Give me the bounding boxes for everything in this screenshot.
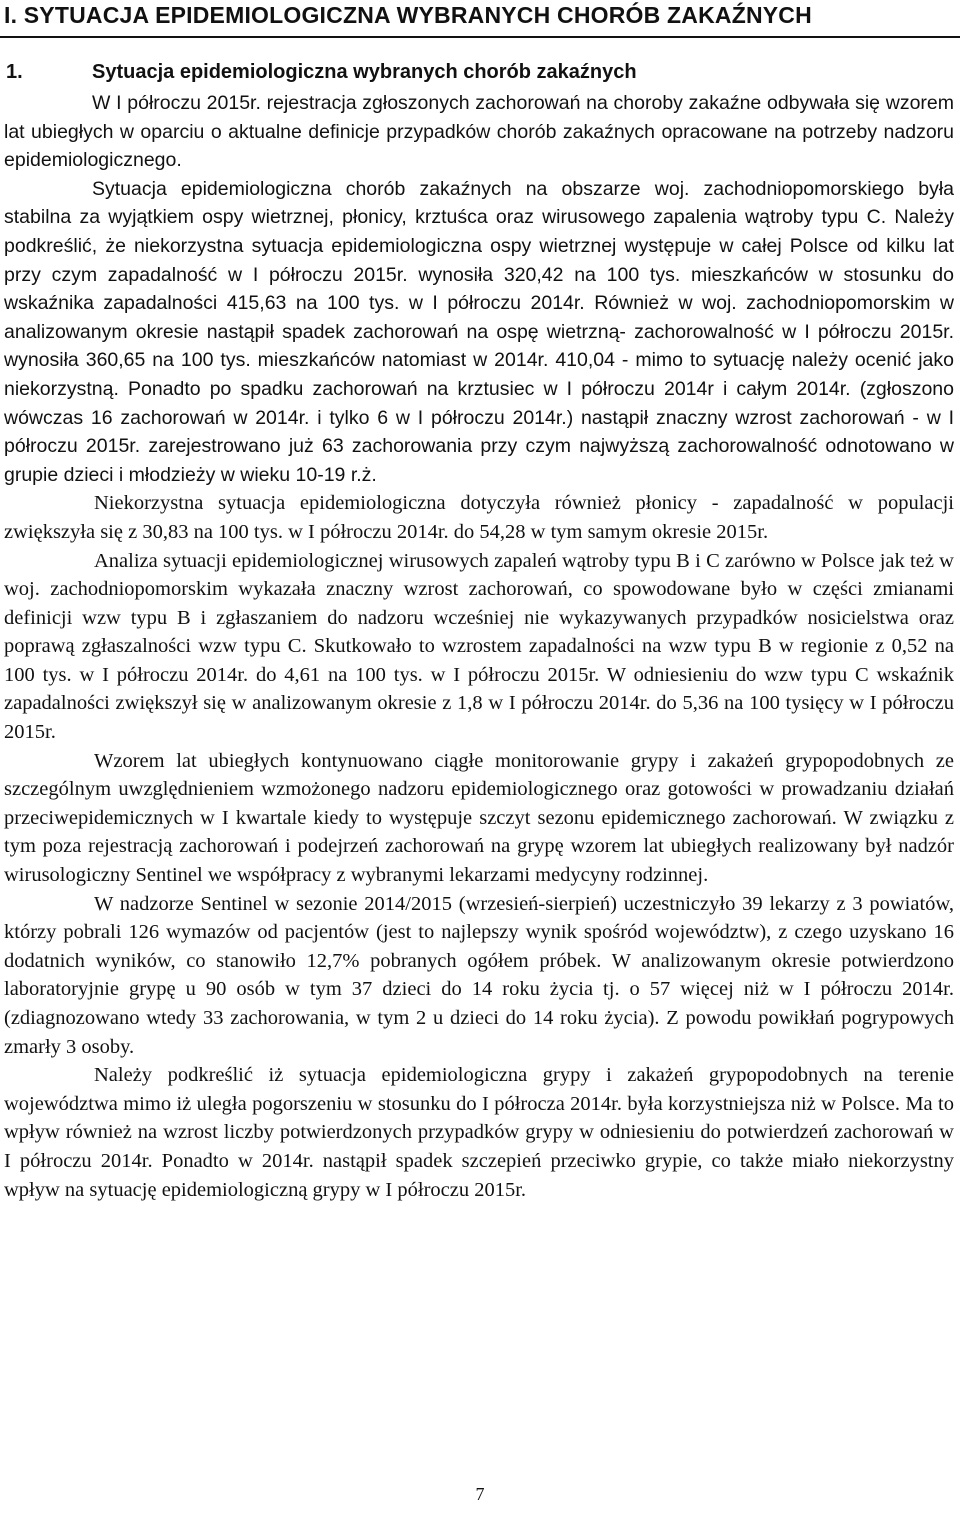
paragraph-3: Niekorzystna sytuacja epidemiologiczna dotyczyła również płonicy - zapadalność w populacji zwiększyła się z 30,83 na 100 tys. w I półroczu 2014r. do 54,28 w tym samym okresie 2015r. [4,492,954,543]
page-number: 7 [475,1484,485,1504]
paragraph-7: Należy podkreślić iż sytuacja epidemiologiczna grypy i zakażeń grypopodobnych na terenie województwa mimo iż uległa pogorszeniu w stosunku do I półrocza 2014r. była korzystniejsza niż w Polsce. Ma to wpływ również na wzrost liczby potwierdzonych przypadków grypy w odniesieniu do potwierdzeń zachorowań w I półroczu 2014r. Ponadto w 2014r. nastąpił spadek szczepień przeciwko grypie, co także miało niekorzystny wpływ na sytuację epidemiologiczną grypy w I półroczu 2015r. [4,1064,954,1201]
document-body [4,89,954,1204]
paragraph-4: Analiza sytuacji epidemiologicznej wirusowych zapaleń wątroby typu B i C zarówno w Polsce jak też w woj. zachodniopomorskim wykazała znaczny wzrost zachorowań, co spowodowane było w części zmianami definicji wzw typu B i zgłaszaniem do nadzoru wcześniej nie wykazywanych przypadków nosicielstwa oraz poprawą zgłaszalności wzw typu C. Skutkowało to wzrostem zapadalności na wzw typu B w regionie z 0,52 na 100 tys. w I półroczu 2014r. do 4,61 na 100 tys. w I półroczu 2015r. W odniesieniu do wzw typu C wskaźnik zapadalności zwiększył się w analizowanym okresie z 1,8 w I półroczu 2014r. do 5,36 na 100 tysięcy w I półroczu 2015r. [4,549,954,744]
section-title [6,61,637,84]
section-title-text: Sytuacja epidemiologiczna wybranych chorób zakaźnych [92,61,637,83]
paragraph-5: Wzorem lat ubiegłych kontynuowano ciągłe monitorowanie grypy i zakażeń grypopodobnych ze szczególnym uwzględnieniem wzmożonego nadzoru epidemiologicznego oraz gotowości w prowadzaniu działań przeciwepidemicznych w I kwartale kiedy to występuje szczyt sezonu epidemicznego zachorowań. W związku z tym poza rejestracją zachorowań i podejrzeń zachorowań na grypę wzorem lat ubiegłych realizowany był nadzór wirusologiczny Sentinel we współpracy z wybranymi lekarzami medycyny rodzinnej. [4,749,954,887]
paragraph-6: W nadzorze Sentinel w sezonie 2014/2015 (wrzesień-sierpień) uczestniczyło 39 lekarzy z 3 powiatów, którzy pobrali 126 wymazów od pacjentów (jest to najlepszy wynik spośród województw), z czego uzyskano 16 dodatnich wyników, co stanowiło 12,7% pobranych ogółem próbek. W analizowanym okresie potwierdzono laboratoryjnie grypę u 90 osób w tym 37 dzieci do 14 roku życia tj. o 57 więcej niż w I półroczu 2014r. (zdiagnozowano wtedy 33 zachorowania, w tym 2 u dzieci do 14 roku życia). Z powodu powikłań pogrypowych zmarły 3 osoby. [4,892,954,1058]
chapter-heading: I. SYTUACJA EPIDEMIOLOGICZNA WYBRANYCH CHORÓB ZAKAŹNYCH [4,2,812,28]
section-number: 1. [6,61,23,83]
paragraph-1: W I półroczu 2015r. rejestracja zgłoszonych zachorowań na choroby zakaźne odbywała się wzorem lat ubiegłych w oparciu o aktualne definicje przypadków chorób zakaźnych opracowane na potrzeby nadzoru epidemiologicznego. [4,92,954,172]
chapter-heading-bar [0,0,960,38]
paragraph-2: Sytuacja epidemiologiczna chorób zakaźnych na obszarze woj. zachodniopomorskiego była stabilna za wyjątkiem ospy wietrznej, płonicy, krztuśca oraz wirusowego zapalenia wątroby typu C. Należy podkreślić, że niekorzystna sytuacja epidemiologiczna ospy wietrznej występuje w całej Polsce od kilku lat przy czym zapadalność w I półroczu 2015r. wynosiła 320,42 na 100 tys. mieszkańców w stosunku do wskaźnika zapadalności 415,63 na 100 tys. w I półroczu 2014r. Również w woj. zachodniopomorskim w analizowanym okresie nastąpił spadek zachorowań na ospę wietrzną- zachorowalność w I półroczu 2015r. wynosiła 360,65 na 100 tys. mieszkańców natomiast w 2014r. 410,04 - mimo to sytuację należy ocenić jako niekorzystną. Ponadto po spadku zachorowań na krztusiec w I półroczu 2014r i całym 2014r. (zgłoszono wówczas 16 zachorowań w 2014r. i tylko 6 w I półroczu 2014r.) nastąpił znaczny wzrost zachorowań - w I półroczu 2015r. zarejestrowano już 63 zachorowania przy czym najwyższą zachorowalność odnotowano w grupie dzieci i młodzieży w wieku 10-19 r.ż. [4,177,954,486]
